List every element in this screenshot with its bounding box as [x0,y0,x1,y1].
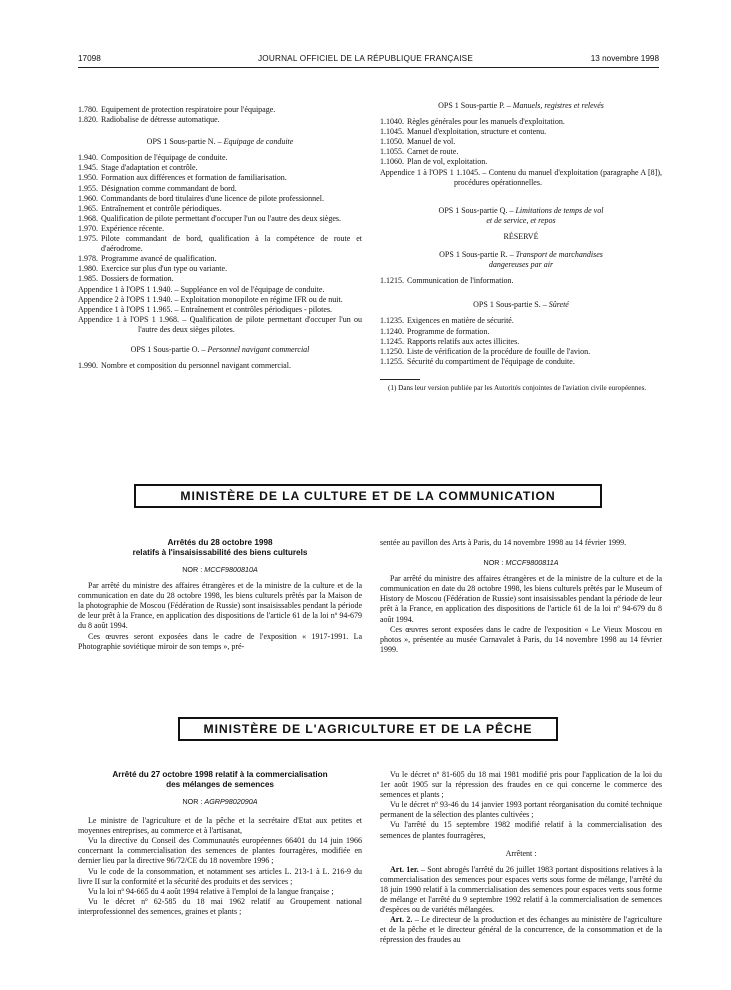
journal-title: JOURNAL OFFICIEL DE LA RÉPUBLIQUE FRANÇAISE [257,54,473,63]
toc-item: 1.1060. Plan de vol, exploitation. [380,157,488,167]
toc-item: 1.1045. Manuel d'exploitation, structure et contenu. [380,127,547,137]
decree-paragraph: Le ministre de l'agriculture et de la pêche et la secrétaire d'Etat aux petites et moyennes entreprises, au commerce et à l'artisanat, [78,816,362,836]
culture-left-column [78,538,362,652]
toc-item: 1.950. Formation aux différences et formation de familiarisation. [78,173,287,183]
toc-item: 1.1255. Sécurité du compartiment de l'équipage de conduite. [380,356,575,366]
toc-right-column [380,101,662,393]
subpart-heading-p: OPS 1 Sous-partie P. – Manuels, registres et relevés [438,101,604,110]
toc-s-items [380,316,662,366]
decree-paragraph: Ces œuvres seront exposées dans le cadre de l'exposition « 1917-1991. La Photographie soviétique miroir de son temps », pré- [78,631,362,651]
arretent-label: Arrêtent : [505,848,537,858]
decree-paragraph: Par arrêté du ministre des affaires étrangères et de la ministre de la culture et de la communication en date du 28 octobre 1998, les biens culturels prêtés par le Museum of History de Moscou (Fédération de Russie) sont insaisissables pendant la période de leur prêt à la France, en application des dispositions de l'article 61 de la loi nº 94-679 du 8 août 1994. [380,574,662,624]
toc-item: 1.780. Equipement de protection respiratoire pour l'équipage. [78,105,276,114]
toc-item: 1.1250. Liste de vérification de la procédure de fouille de l'avion. [380,346,591,356]
appendix-entry: Appendice 1 à l'OPS 1 1.940. – Suppléance en vol de l'équipage de conduite. [78,284,325,294]
toc-item: 1.1235. Exigences en matière de sécurité. [380,316,514,326]
toc-item: 1.970. Expérience récente. [78,223,165,233]
toc-item: 1.978. Programme avancé de qualification. [78,254,217,264]
decree-paragraph: Vu le décret nº 81-605 du 18 mai 1981 modifié pris pour l'application de la loi du 1er août 1905 sur la répression des fraudes en ce qui concerne le commerce des semences et plants ; [380,770,662,800]
toc-item: 1.940. Composition de l'équipage de conduite. [78,153,228,163]
decree-paragraph: Vu la directive du Conseil des Communautés européennes 66401 du 14 juin 1966 concernant la commercialisation des semences de plantes fourragères, modifiée en dernier lieu par la directive 96/72/CE du 18 novembre 1996 ; [78,836,362,866]
toc-item: 1.990. Nombre et composition du personnel navigant commercial. [78,361,291,371]
decree-paragraph: Vu la loi nº 94-665 du 4 août 1994 relative à l'emploi de la langue française ; [88,886,334,896]
toc-item: 1.980. Exercice sur plus d'un type ou variante. [78,264,228,274]
nor-reference: NOR : MCCF9800811A [483,558,559,568]
appendix-entry: Appendice 1 à l'OPS 1 1.1045. – Contenu du manuel d'exploitation (paragraphe A [8]), procédures opérationnelles. [380,167,662,187]
agriculture-left-column [78,770,362,917]
toc-item: 1.975. Pilote commandant de bord, qualification à la compétence de route et d'aérodrome. [78,234,362,254]
decree-title: Arrêté du 27 octobre 1998 relatif à la commercialisation des mélanges de semences [112,770,328,789]
page-number: 17098 [78,54,101,63]
toc-item: 1.965. Entraînement et contrôle périodiques. [78,203,222,213]
toc-left-column [78,105,362,371]
toc-n-items [78,153,362,284]
subpart-heading-r: OPS 1 Sous-partie R. – Transport de marchandises dangereuses par air [439,250,603,270]
reserved-label: RÉSERVÉ [503,231,539,241]
subpart-heading-n: OPS 1 Sous-partie N. – Equipage de conduite [146,137,294,147]
toc-item: 1.1245. Rapports relatifs aux actes illicites. [380,336,520,346]
toc-item: 1.945. Stage d'adaptation et contrôle. [78,163,198,173]
toc-top-items [78,105,362,125]
toc-item: 1.960. Commandants de bord titulaires d'une licence de pilote professionnel. [78,193,324,203]
decree-paragraph: Vu l'arrêté du 15 septembre 1982 modifié relatif à la commercialisation des semences de plantes fourragères, [380,820,662,840]
toc-item: 1.1240. Programme de formation. [380,326,490,336]
toc-n-appendices [78,285,362,335]
decree-paragraph: Vu le décret nº 62-585 du 18 mai 1962 relatif au Groupement national interprofessionnel des semences, graines et plants ; [78,896,362,916]
header-rule [78,67,659,68]
nor-reference: NOR : AGRP9802090A [182,797,258,806]
decree-title: Arrêtés du 28 octobre 1998 relatifs à l'insaisissabilité des biens culturels [132,538,308,557]
toc-item: 1.820. Radiobalise de détresse automatique. [78,115,220,125]
decree-paragraph: sentée au pavillon des Arts à Paris, du 14 novembre 1998 au 14 février 1999. [380,538,627,547]
culture-right-column [380,538,662,655]
ministry-agriculture-banner: MINISTÈRE DE L'AGRICULTURE ET DE LA PÊCHE [178,717,558,741]
agriculture-right-column [380,770,662,946]
issue-date: 13 novembre 1998 [590,54,659,63]
decree-paragraph: Par arrêté du ministre des affaires étrangères et de la ministre de la culture et de la communication en date du 28 octobre 1998, les biens culturels prêtés par la Maison de la photographie de Moscou (Fédération de Russie) sont insaisissables pendant la période de leur prêt à la France, en application des dispositions de l'article 61 de la loi nº 94-679 du 8 août 1994. [78,581,362,631]
appendix-entry: Appendice 1 à l'OPS 1 1.965. – Entraînement et contrôles périodiques - pilotes. [78,304,333,314]
decree-paragraph: Vu le code de la consommation, et notamment ses articles L. 213-1 à L. 216-9 du livre II sur la conformité et la sécurité des produits et des services ; [78,866,362,886]
toc-item: 1.1050. Manuel de vol. [380,137,456,147]
toc-p-items [380,117,662,167]
subpart-heading-q: OPS 1 Sous-partie Q. – Limitations de temps de vol et de service, et repos [438,205,604,225]
subpart-heading-s: OPS 1 Sous-partie S. – Sûreté [473,300,569,310]
toc-item: 1.1055. Carnet de route. [380,147,459,157]
toc-item: 1.985. Dossiers de formation. [78,274,174,284]
appendix-entry: Appendice 1 à l'OPS 1 1.968. – Qualification de pilote permettant d'occuper l'un ou l'autre des deux sièges pilotes. [78,314,362,334]
article-1: Art. 1er. – Sont abrogés l'arrêté du 26 juillet 1983 portant dispositions relatives à la commercialisation des semences pour espaces verts sous forme de mélange, l'arrêté du 18 juin 1990 relatif à la commercialisation des semences pour espaces verts sous forme de mélange et l'arrêté du 9 septembre 1992 relatif à la commercialisation de semences d'espèces ou de variétés mélangées. [380,864,663,915]
footnote-rule [380,379,420,380]
decree-paragraph: Ces œuvres seront exposées dans le cadre de l'exposition « Le Vieux Moscou en photos », présentée au musée Carnavalet à Paris, du 14 novembre 1998 au 14 février 1999. [380,624,662,654]
toc-item: 1.1215. Communication de l'information. [380,276,514,286]
toc-item: 1.968. Qualification de pilote permettant d'occuper l'un ou l'autre des deux sièges. [78,213,342,223]
ministry-culture-banner: MINISTÈRE DE LA CULTURE ET DE LA COMMUNICATION [134,484,602,508]
subpart-heading-o: OPS 1 Sous-partie O. – Personnel navigant commercial [130,344,310,354]
decree-paragraph: Vu le décret nº 93-46 du 14 janvier 1993 portant réorganisation du comité technique permanent de la sélection des plantes cultivées ; [380,800,662,820]
nor-reference: NOR : MCCF9800810A [182,565,258,574]
toc-item: 1.955. Désignation comme commandant de bord. [78,183,237,193]
toc-item: 1.1040. Règles générales pour les manuels d'exploitation. [380,117,565,127]
appendix-entry: Appendice 2 à l'OPS 1 1.940. – Exploitation monopilote en régime IFR ou de nuit. [78,294,343,304]
article-2: Art. 2. – Le directeur de la production et des échanges au ministère de l'agriculture et de la pêche et le directeur général de la concurrence, de la consommation et de la répression des fraudes au [380,915,662,945]
footnote: (1) Dans leur version publiée par les Autorités conjointes de l'aviation civile européennes. [388,383,647,392]
